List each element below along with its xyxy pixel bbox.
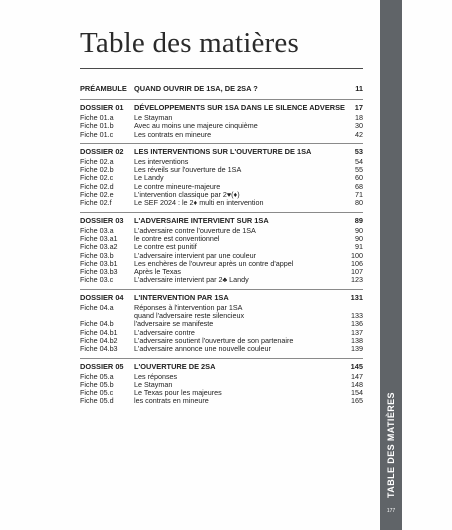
entry-title: L'adversaire annonce une nouvelle couleur: [134, 344, 271, 354]
toc-entry: [80, 345, 363, 353]
entry-page: 60: [355, 173, 363, 183]
entry-title: L'intervention classique par 2♥(♦): [134, 190, 240, 200]
entry-title: L'adversaire intervient par une couleur: [134, 250, 257, 260]
dossier-section: [80, 148, 363, 208]
dossier-title: L'OUVERTURE DE 2SA: [134, 361, 216, 371]
entry-title: L'adversaire contre l'ouverture de 1SA: [134, 225, 256, 235]
dossier-section: [80, 294, 363, 354]
dossier-title: DÉVELOPPEMENTS SUR 1SA DANS LE SILENCE ADVERSE: [134, 103, 345, 112]
entry-page: 154: [351, 388, 363, 398]
toc-entry: [80, 199, 363, 207]
entry-title: Le Stayman: [134, 113, 173, 122]
entry-page: 42: [355, 129, 363, 139]
preamble-heading: [80, 85, 363, 95]
toc-entry: [80, 373, 363, 381]
entry-code: Fiche 04.b: [80, 319, 114, 329]
title-rule: [80, 68, 363, 69]
right-margin: [402, 0, 452, 530]
entry-code: Fiche 04.b2: [80, 335, 118, 345]
entry-page: 18: [355, 113, 363, 122]
entry-title: L'adversaire contre: [134, 327, 195, 337]
dossier-section: [80, 217, 363, 285]
section-divider: [80, 99, 363, 100]
dossier-page: 89: [354, 215, 363, 225]
entry-title: le contre est conventionnel: [134, 233, 220, 243]
toc-entry: [80, 320, 363, 328]
entry-title: [134, 304, 334, 321]
entry-page: 30: [355, 121, 363, 131]
dossier-page: 131: [350, 292, 363, 302]
entry-code: Fiche 01.c: [80, 129, 114, 139]
section-divider: [80, 212, 363, 213]
entry-title-line1: Réponses à l'intervention par 1SA: [134, 302, 243, 312]
entry-title: l'adversaire se manifeste: [134, 319, 214, 329]
sidebar-label-container: [380, 0, 402, 530]
entry-page: 165: [351, 396, 363, 406]
entry-code: Fiche 05.b: [80, 379, 114, 389]
sidebar-label: TABLE DES MATIÈRES: [386, 392, 396, 498]
entry-page: 133: [351, 311, 363, 321]
entry-title: L'adversaire intervient par 2♣ Landy: [134, 275, 249, 285]
entry-title-line2: quand l'adversaire reste silencieux: [134, 311, 245, 321]
entry-code: Fiche 04.b3: [80, 344, 118, 354]
entry-code: Fiche 03.a2: [80, 242, 118, 252]
toc-entry: [80, 227, 363, 235]
dossier-page: 53: [354, 146, 363, 156]
entry-title: Les enchères de l'ouvreur après un contre d'appel: [134, 258, 294, 268]
entry-page: 138: [351, 335, 363, 345]
entry-title: Le Stayman: [134, 379, 173, 389]
entry-title: Le contre mineure-majeure: [134, 181, 221, 191]
section-divider: [80, 289, 363, 290]
entry-page: 136: [351, 319, 363, 329]
dossier-code: DOSSIER 01: [80, 103, 124, 112]
dossier-title: L'INTERVENTION PAR 1SA: [134, 292, 229, 302]
toc-entry: [80, 131, 363, 139]
dossier-heading: [80, 104, 363, 114]
entry-title: Les réveils sur l'ouverture de 1SA: [134, 165, 242, 175]
toc-entry: [80, 122, 363, 130]
dossier-page: 17: [354, 103, 363, 112]
entry-title: Avec au moins une majeure cinquième: [134, 121, 258, 131]
entry-code: Fiche 05.c: [80, 388, 114, 398]
dossier-title: LES INTERVENTIONS SUR L'OUVERTURE DE 1SA: [134, 146, 312, 156]
table-of-contents: [80, 85, 363, 406]
dossier-heading: [80, 148, 363, 158]
entry-code: Fiche 03.a1: [80, 233, 118, 243]
entry-code: Fiche 02.b: [80, 165, 114, 175]
entry-title: les contrats en mineure: [134, 396, 209, 406]
entry-page: 148: [351, 379, 363, 389]
entry-title: Les réponses: [134, 371, 178, 381]
toc-entry: [80, 276, 363, 284]
toc-entry: [80, 174, 363, 182]
toc-entry: [80, 166, 363, 174]
entry-title: Le contre est punitif: [134, 242, 197, 252]
preamble-page: 11: [355, 84, 363, 93]
section-divider: [80, 143, 363, 144]
dossier-section: [80, 363, 363, 406]
dossier-page: 145: [350, 361, 363, 371]
preamble-title: QUAND OUVRIR DE 1SA, DE 2SA ?: [134, 84, 258, 93]
entry-code: Fiche 02.a: [80, 156, 114, 166]
entry-page: 147: [351, 371, 363, 381]
entry-page: 100: [351, 250, 363, 260]
dossier-heading: [80, 363, 363, 373]
toc-entry: [80, 397, 363, 405]
entry-code: Fiche 03.c: [80, 275, 114, 285]
page-title: Table des matières: [80, 27, 299, 59]
entry-page: 137: [351, 327, 363, 337]
preamble-section: [80, 85, 363, 95]
dossier-title: L'ADVERSAIRE INTERVIENT SUR 1SA: [134, 215, 269, 225]
entry-code: Fiche 03.b: [80, 250, 114, 260]
entry-page: 80: [355, 198, 363, 208]
entry-page: 90: [355, 233, 363, 243]
entry-page: 68: [355, 181, 363, 191]
dossier-code: DOSSIER 04: [80, 292, 124, 302]
entry-code: Fiche 01.a: [80, 113, 114, 122]
entry-code: Fiche 05.d: [80, 396, 114, 406]
toc-entry: [80, 260, 363, 268]
entry-title: Le Landy: [134, 173, 164, 183]
entry-code: Fiche 03.b1: [80, 258, 118, 268]
entry-page: 123: [351, 275, 363, 285]
entry-title: Les contrats en mineure: [134, 129, 212, 139]
dossier-code: DOSSIER 05: [80, 361, 124, 371]
entry-title: Les interventions: [134, 156, 189, 166]
entry-code: Fiche 04.a: [80, 302, 114, 312]
toc-entry: [80, 235, 363, 243]
entry-page: 139: [351, 344, 363, 354]
toc-entry: [80, 304, 363, 321]
entry-page: 106: [351, 258, 363, 268]
dossier-code: DOSSIER 02: [80, 146, 124, 156]
dossier-section: [80, 104, 363, 139]
entry-code: Fiche 02.d: [80, 181, 114, 191]
section-divider: [80, 358, 363, 359]
page-number: 177: [386, 508, 396, 514]
entry-title: Après le Texas: [134, 267, 182, 277]
entry-code: Fiche 04.b1: [80, 327, 118, 337]
entry-code: Fiche 05.a: [80, 371, 114, 381]
entry-code: Fiche 03.b3: [80, 267, 118, 277]
preamble-code: PRÉAMBULE: [80, 84, 127, 93]
entry-page: 90: [355, 225, 363, 235]
toc-entry: [80, 389, 363, 397]
entry-title: Le SEF 2024 : le 2♦ multi en intervention: [134, 198, 264, 208]
entry-page: 91: [355, 242, 363, 252]
entry-title: L'adversaire soutient l'ouverture de son partenaire: [134, 335, 294, 345]
entry-code: Fiche 02.c: [80, 173, 114, 183]
entry-code: Fiche 02.f: [80, 198, 112, 208]
entry-code: Fiche 02.e: [80, 190, 114, 200]
entry-code: Fiche 03.a: [80, 225, 114, 235]
entry-page: 107: [351, 267, 363, 277]
entry-page: 55: [355, 165, 363, 175]
entry-title: Le Texas pour les majeures: [134, 388, 222, 398]
entry-code: Fiche 01.b: [80, 121, 114, 131]
dossier-code: DOSSIER 03: [80, 215, 124, 225]
entry-page: 71: [355, 190, 363, 200]
entry-page: 54: [355, 156, 363, 166]
